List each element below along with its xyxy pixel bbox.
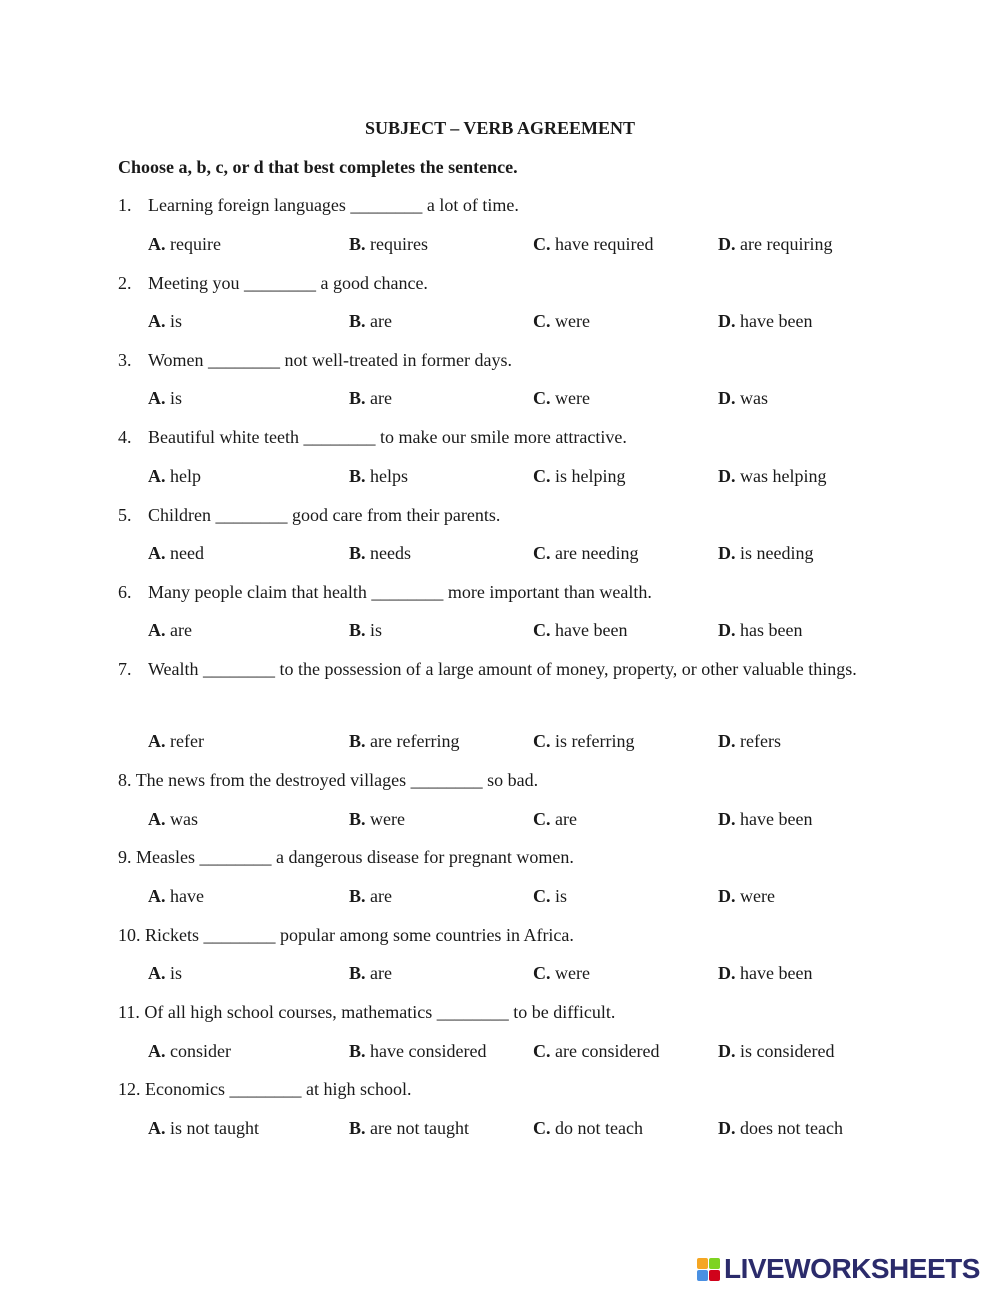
- question-3: [118, 350, 512, 371]
- option-letter: C.: [533, 886, 551, 906]
- option-c[interactable]: [533, 620, 627, 641]
- option-letter: B.: [349, 466, 366, 486]
- option-b[interactable]: [349, 1118, 469, 1139]
- question-4: [118, 427, 627, 448]
- option-letter: B.: [349, 311, 366, 331]
- question-number: 12.: [118, 1079, 141, 1099]
- option-d[interactable]: [718, 886, 775, 907]
- option-d[interactable]: [718, 311, 812, 332]
- option-text: does not teach: [740, 1118, 843, 1138]
- question-number: 1.: [118, 195, 132, 215]
- option-text: is: [170, 388, 183, 408]
- option-b[interactable]: [349, 620, 382, 641]
- question-number: 9.: [118, 847, 132, 867]
- option-text: is needing: [740, 543, 814, 563]
- option-a[interactable]: [148, 311, 182, 332]
- option-text: have: [170, 886, 204, 906]
- option-text: were: [555, 311, 590, 331]
- question-stem: Measles ________ a dangerous disease for pregnant women.: [136, 847, 574, 867]
- question-stem: Rickets ________ popular among some countries in Africa.: [145, 925, 574, 945]
- option-letter: C.: [533, 388, 551, 408]
- option-letter: D.: [718, 1118, 736, 1138]
- option-letter: A.: [148, 963, 166, 983]
- option-letter: C.: [533, 1041, 551, 1061]
- option-text: is referring: [555, 731, 635, 751]
- option-b[interactable]: [349, 886, 392, 907]
- option-letter: C.: [533, 543, 551, 563]
- option-text: is: [170, 963, 183, 983]
- option-letter: B.: [349, 1118, 366, 1138]
- option-c[interactable]: [533, 886, 567, 907]
- option-c[interactable]: [533, 809, 577, 830]
- option-text: is considered: [740, 1041, 835, 1061]
- option-letter: D.: [718, 809, 736, 829]
- option-letter: A.: [148, 1041, 166, 1061]
- option-a[interactable]: [148, 543, 204, 564]
- question-7: [118, 652, 883, 687]
- option-letter: A.: [148, 809, 166, 829]
- option-letter: B.: [349, 731, 366, 751]
- logo-mark-icon: [697, 1258, 720, 1281]
- option-letter: D.: [718, 388, 736, 408]
- option-text: has been: [740, 620, 803, 640]
- option-letter: C.: [533, 1118, 551, 1138]
- option-a[interactable]: [148, 886, 204, 907]
- option-text: are: [170, 620, 192, 640]
- option-text: needs: [370, 543, 411, 563]
- option-text: are: [555, 809, 577, 829]
- option-b[interactable]: [349, 466, 408, 487]
- option-text: was helping: [740, 466, 827, 486]
- option-c[interactable]: [533, 731, 634, 752]
- question-number: 6.: [118, 582, 132, 602]
- option-text: are not taught: [370, 1118, 469, 1138]
- option-letter: C.: [533, 234, 551, 254]
- option-a[interactable]: [148, 466, 201, 487]
- question-number: 10.: [118, 925, 141, 945]
- option-b[interactable]: [349, 543, 411, 564]
- question-number: 3.: [118, 350, 132, 370]
- question-2: [118, 273, 428, 294]
- option-c[interactable]: [533, 1041, 659, 1062]
- option-letter: A.: [148, 466, 166, 486]
- option-letter: B.: [349, 388, 366, 408]
- option-text: consider: [170, 1041, 231, 1061]
- option-text: are referring: [370, 731, 460, 751]
- option-letter: B.: [349, 1041, 366, 1061]
- option-text: have considered: [370, 1041, 487, 1061]
- question-stem: Economics ________ at high school.: [145, 1079, 412, 1099]
- question-number: 8.: [118, 770, 132, 790]
- option-letter: A.: [148, 234, 166, 254]
- logo-text: LIVEWORKSHEETS: [724, 1253, 980, 1284]
- option-c[interactable]: [533, 1118, 643, 1139]
- option-b[interactable]: [349, 388, 392, 409]
- logo-square-3: [697, 1270, 708, 1281]
- option-a[interactable]: [148, 234, 221, 255]
- option-text: are: [370, 388, 392, 408]
- option-text: is helping: [555, 466, 626, 486]
- option-letter: D.: [718, 963, 736, 983]
- option-d[interactable]: [718, 1041, 834, 1062]
- option-letter: D.: [718, 234, 736, 254]
- worksheet-title: SUBJECT – VERB AGREEMENT: [365, 118, 635, 138]
- option-letter: A.: [148, 543, 166, 563]
- option-a[interactable]: [148, 620, 192, 641]
- question-number: 2.: [118, 273, 132, 293]
- option-letter: C.: [533, 809, 551, 829]
- instruction: Choose a, b, c, or d that best completes the sentence.: [118, 157, 518, 177]
- option-letter: B.: [349, 809, 366, 829]
- option-letter: B.: [349, 620, 366, 640]
- question-number: 7.: [118, 659, 132, 679]
- option-letter: D.: [718, 543, 736, 563]
- option-letter: C.: [533, 731, 551, 751]
- option-text: helps: [370, 466, 409, 486]
- option-d[interactable]: [718, 234, 832, 255]
- option-letter: A.: [148, 620, 166, 640]
- option-text: have been: [740, 311, 813, 331]
- option-d[interactable]: [718, 466, 826, 487]
- option-text: were: [370, 809, 405, 829]
- question-1: [118, 195, 519, 216]
- question-stem: The news from the destroyed villages ________ so bad.: [135, 770, 539, 790]
- option-text: have been: [740, 809, 813, 829]
- question-number: 4.: [118, 427, 132, 447]
- option-a[interactable]: [148, 809, 198, 830]
- option-a[interactable]: [148, 731, 204, 752]
- option-letter: D.: [718, 731, 736, 751]
- option-text: do not teach: [555, 1118, 643, 1138]
- option-a[interactable]: [148, 388, 182, 409]
- option-c[interactable]: [533, 963, 590, 984]
- question-12: [118, 1079, 411, 1100]
- option-letter: B.: [349, 886, 366, 906]
- option-text: were: [740, 886, 775, 906]
- option-letter: C.: [533, 466, 551, 486]
- question-8: [118, 770, 538, 791]
- option-b[interactable]: [349, 234, 428, 255]
- option-letter: D.: [718, 311, 736, 331]
- option-text: need: [170, 543, 204, 563]
- logo-square-1: [697, 1258, 708, 1269]
- option-letter: A.: [148, 311, 166, 331]
- question-number: 11.: [118, 1002, 140, 1022]
- option-text: have been: [740, 963, 813, 983]
- question-stem: Women ________ not well-treated in former days.: [148, 350, 512, 370]
- option-text: were: [555, 388, 590, 408]
- question-stem: Beautiful white teeth ________ to make our smile more attractive.: [148, 427, 627, 447]
- option-d[interactable]: [718, 963, 812, 984]
- option-letter: A.: [148, 1118, 166, 1138]
- option-d[interactable]: [718, 809, 812, 830]
- option-letter: A.: [148, 886, 166, 906]
- option-text: have been: [555, 620, 628, 640]
- option-text: were: [555, 963, 590, 983]
- option-letter: C.: [533, 620, 551, 640]
- option-c[interactable]: [533, 234, 653, 255]
- option-c[interactable]: [533, 543, 638, 564]
- question-10: [118, 925, 574, 946]
- option-d[interactable]: [718, 731, 781, 752]
- question-6: [118, 582, 652, 603]
- option-text: are considered: [555, 1041, 660, 1061]
- option-text: are: [370, 311, 392, 331]
- liveworksheets-logo[interactable]: [697, 1253, 980, 1285]
- option-a[interactable]: [148, 963, 182, 984]
- option-c[interactable]: [533, 311, 590, 332]
- option-b[interactable]: [349, 809, 405, 830]
- option-letter: D.: [718, 620, 736, 640]
- option-text: was: [740, 388, 768, 408]
- option-d[interactable]: [718, 620, 802, 641]
- option-text: have required: [555, 234, 654, 254]
- option-b[interactable]: [349, 731, 459, 752]
- logo-square-2: [709, 1258, 720, 1269]
- option-a[interactable]: [148, 1041, 231, 1062]
- option-text: are: [370, 886, 392, 906]
- option-b[interactable]: [349, 311, 392, 332]
- question-stem: Learning foreign languages ________ a lot of time.: [148, 195, 519, 215]
- question-stem: Wealth ________ to the possession of a large amount of money, property, or other valuable things.: [148, 659, 857, 679]
- option-text: are: [370, 963, 392, 983]
- option-text: is: [370, 620, 383, 640]
- question-11: [118, 1002, 615, 1023]
- question-number: 5.: [118, 505, 132, 525]
- option-letter: D.: [718, 1041, 736, 1061]
- option-letter: B.: [349, 963, 366, 983]
- option-text: require: [170, 234, 221, 254]
- option-text: refer: [170, 731, 204, 751]
- logo-square-4: [709, 1270, 720, 1281]
- option-d[interactable]: [718, 543, 814, 564]
- option-text: is: [170, 311, 183, 331]
- option-letter: D.: [718, 886, 736, 906]
- option-a[interactable]: [148, 1118, 259, 1139]
- question-5: [118, 505, 500, 526]
- option-letter: D.: [718, 466, 736, 486]
- option-text: is not taught: [170, 1118, 259, 1138]
- option-text: is: [555, 886, 568, 906]
- option-text: was: [170, 809, 198, 829]
- option-letter: C.: [533, 963, 551, 983]
- option-letter: C.: [533, 311, 551, 331]
- question-stem: Meeting you ________ a good chance.: [148, 273, 428, 293]
- option-b[interactable]: [349, 963, 392, 984]
- option-text: requires: [370, 234, 428, 254]
- option-text: refers: [740, 731, 781, 751]
- option-letter: B.: [349, 543, 366, 563]
- option-text: are requiring: [740, 234, 833, 254]
- option-b[interactable]: [349, 1041, 486, 1062]
- question-stem: Children ________ good care from their parents.: [148, 505, 501, 525]
- option-d[interactable]: [718, 1118, 843, 1139]
- question-stem: Of all high school courses, mathematics ________ to be difficult.: [144, 1002, 616, 1022]
- option-letter: A.: [148, 388, 166, 408]
- question-stem: Many people claim that health ________ more important than wealth.: [148, 582, 652, 602]
- option-c[interactable]: [533, 388, 590, 409]
- option-text: help: [170, 466, 201, 486]
- option-d[interactable]: [718, 388, 768, 409]
- option-text: are needing: [555, 543, 639, 563]
- option-letter: A.: [148, 731, 166, 751]
- option-letter: B.: [349, 234, 366, 254]
- question-9: [118, 847, 574, 868]
- option-c[interactable]: [533, 466, 626, 487]
